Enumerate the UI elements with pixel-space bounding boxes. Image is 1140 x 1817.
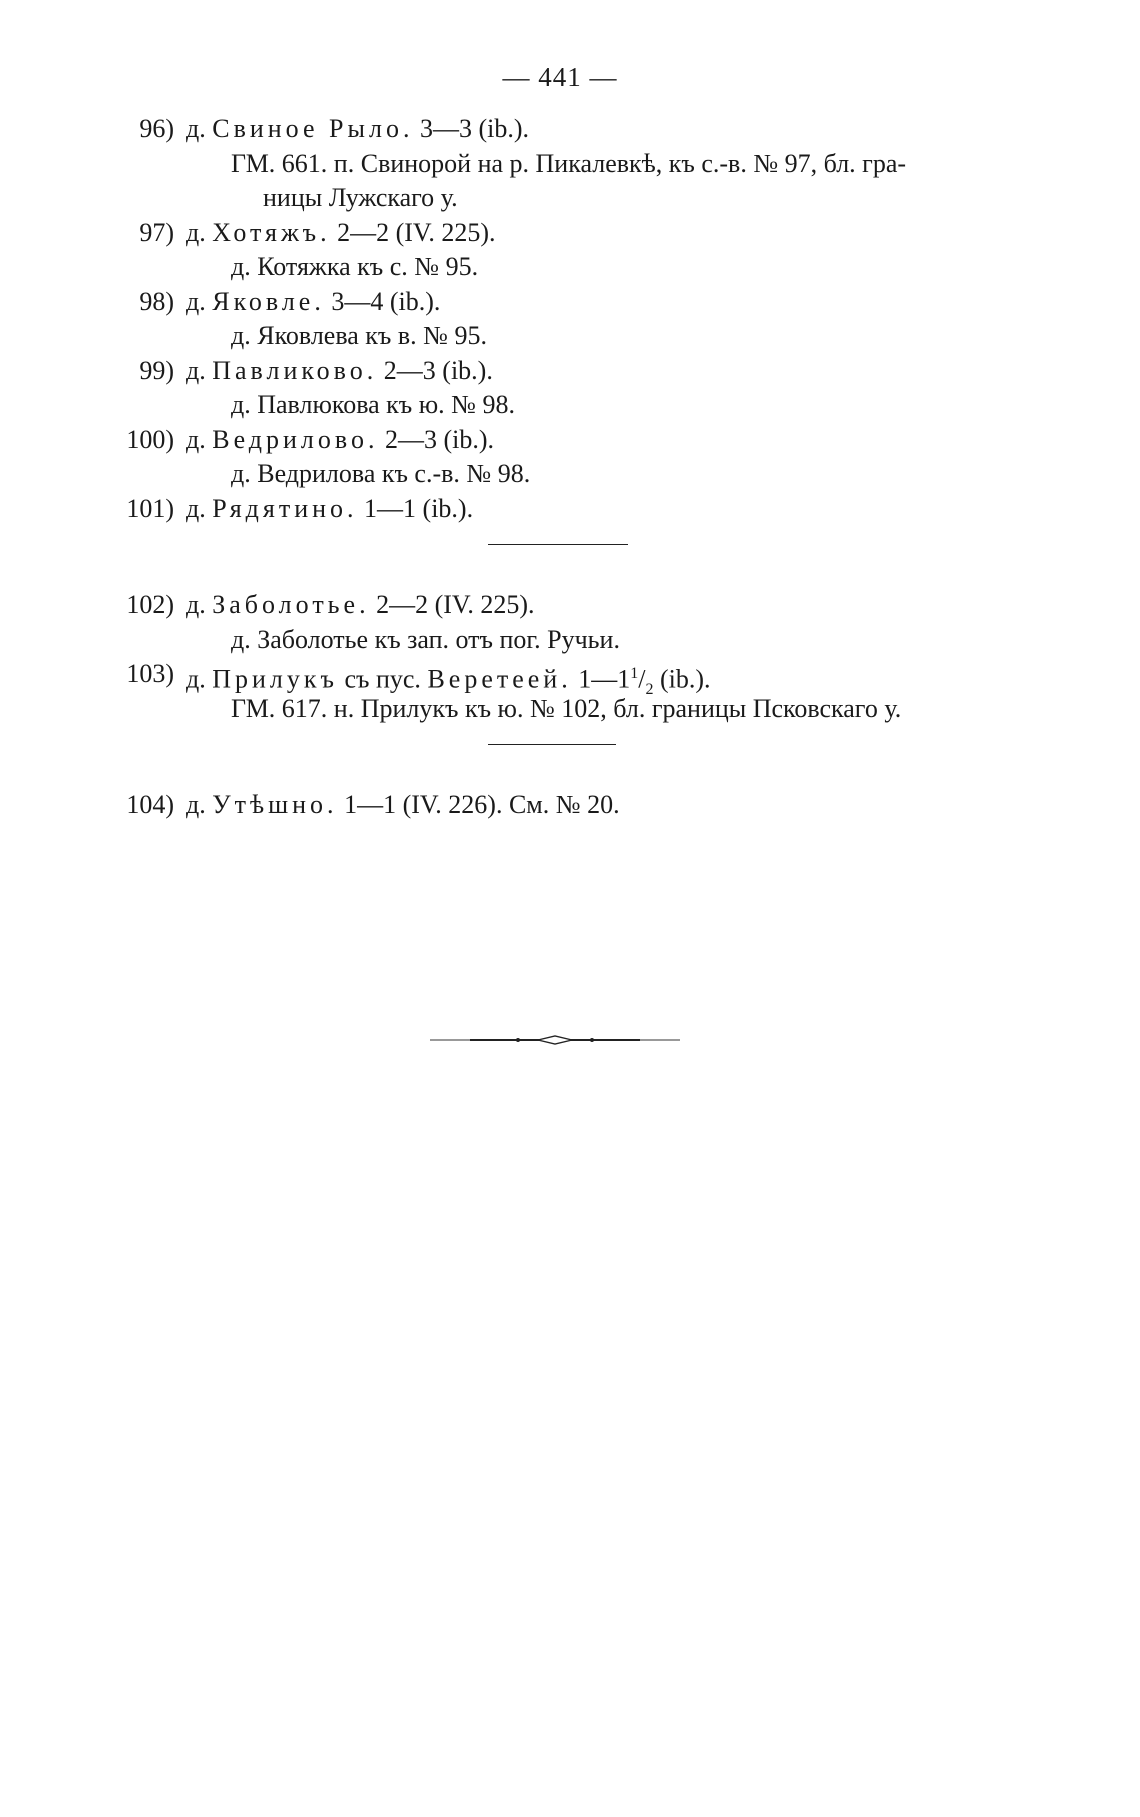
entry-96-note <box>0 147 1140 182</box>
entry-list <box>0 112 1140 823</box>
entry-number: 97) <box>139 217 174 247</box>
entry-name: Прилукъ <box>212 664 338 694</box>
entry-name: Яковле. <box>212 286 325 316</box>
entry-number: 98) <box>139 286 174 316</box>
entry-name: Заболотье. <box>212 590 370 619</box>
entry-number: 102) <box>126 590 174 619</box>
entry-note: ГМ. 617. н. Прилукъ къ ю. № 102, бл. границы Псковскаго у. <box>231 693 902 723</box>
entry-note: д. Павлюкова къ ю. № 98. <box>231 390 515 419</box>
entry-details: 3—4 (ib.). <box>331 286 441 316</box>
entry-prefix: д. <box>186 286 206 316</box>
entry-note: д. Ведрилова къ с.-в. № 98. <box>231 459 531 488</box>
fraction-denominator: 2 <box>645 680 654 698</box>
entry-97-note <box>0 250 1140 285</box>
entry-101 <box>0 492 1140 527</box>
divider-line <box>488 744 616 745</box>
entry-note: д. Котяжка къ с. № 95. <box>231 252 479 281</box>
entry-name: Хотяжъ. <box>212 217 331 247</box>
entry-connector: съ пус. <box>344 664 421 694</box>
entry-99 <box>0 354 1140 389</box>
entry-99-note <box>0 388 1140 423</box>
entry-note: д. Заболотье къ зап. отъ пог. Ручьи. <box>231 624 620 654</box>
divider-line <box>488 544 628 545</box>
entry-name: Ведрилово. <box>212 424 379 454</box>
entry-102 <box>0 588 1140 623</box>
entry-number: 103) <box>126 659 174 688</box>
entry-prefix: д. <box>186 217 206 247</box>
entry-note: ГМ. 661. п. Свинорой на р. Пикалевкѣ, къ с.-в. № 97, бл. гра- <box>231 148 907 178</box>
entry-number: 104) <box>126 790 174 819</box>
section-divider <box>0 726 1140 762</box>
entry-note: д. Яковлева къ в. № 95. <box>231 321 487 350</box>
entry-details: 1—1 (IV. 226). См. № 20. <box>344 790 620 819</box>
section-divider <box>0 526 1140 562</box>
entry-prefix: д. <box>186 355 206 385</box>
entry-prefix: д. <box>186 790 206 819</box>
entry-details: 1—1 (ib.). <box>364 493 474 523</box>
entry-98-note <box>0 319 1140 354</box>
entry-note: ницы Лужскаго у. <box>263 183 458 212</box>
entry-details: 2—2 (IV. 225). <box>337 217 496 247</box>
entry-name: Рядятино. <box>212 493 358 523</box>
entry-name-secondary: Веретеей. <box>427 664 572 694</box>
page-number: — 441 — <box>502 62 618 92</box>
entry-number: 96) <box>139 114 174 143</box>
entry-104 <box>0 788 1140 823</box>
entry-details: 2—3 (ib.). <box>383 355 493 385</box>
entry-name: Свиное Рыло. <box>212 114 414 143</box>
entry-prefix: д. <box>186 493 206 523</box>
entry-prefix: д. <box>186 424 206 454</box>
entry-details: 3—3 (ib.). <box>419 114 529 143</box>
entry-name: Павликово. <box>212 355 378 385</box>
entry-prefix: д. <box>186 114 206 143</box>
entry-number: 99) <box>139 355 174 385</box>
entry-details: 2—2 (IV. 225). <box>376 590 535 619</box>
entry-details: 1—1 <box>578 664 631 694</box>
entry-103: 103) д. Прилукъ съ пус. Веретеей. $1—1^1/_2$ (ib.). <box>126 659 711 698</box>
entry-number: 100) <box>126 424 174 454</box>
entry-prefix: д. <box>186 664 206 694</box>
entry-96 <box>0 112 1140 147</box>
entry-103-note <box>0 692 1140 727</box>
entry-100 <box>0 423 1140 458</box>
end-ornament-icon <box>430 1030 680 1050</box>
entry-100-note <box>0 457 1140 492</box>
entry-details: 2—3 (ib.). <box>385 424 495 454</box>
entry-name: Утѣшно. <box>212 790 338 819</box>
entry-96-note-cont <box>0 181 1140 216</box>
entry-number: 101) <box>126 493 174 523</box>
fraction-numerator: 1 <box>630 665 639 682</box>
entry-reference: (ib.). <box>659 664 711 694</box>
entry-102-note <box>0 623 1140 658</box>
entry-97 <box>0 216 1140 251</box>
entry-prefix: д. <box>186 590 206 619</box>
entry-98 <box>0 285 1140 320</box>
